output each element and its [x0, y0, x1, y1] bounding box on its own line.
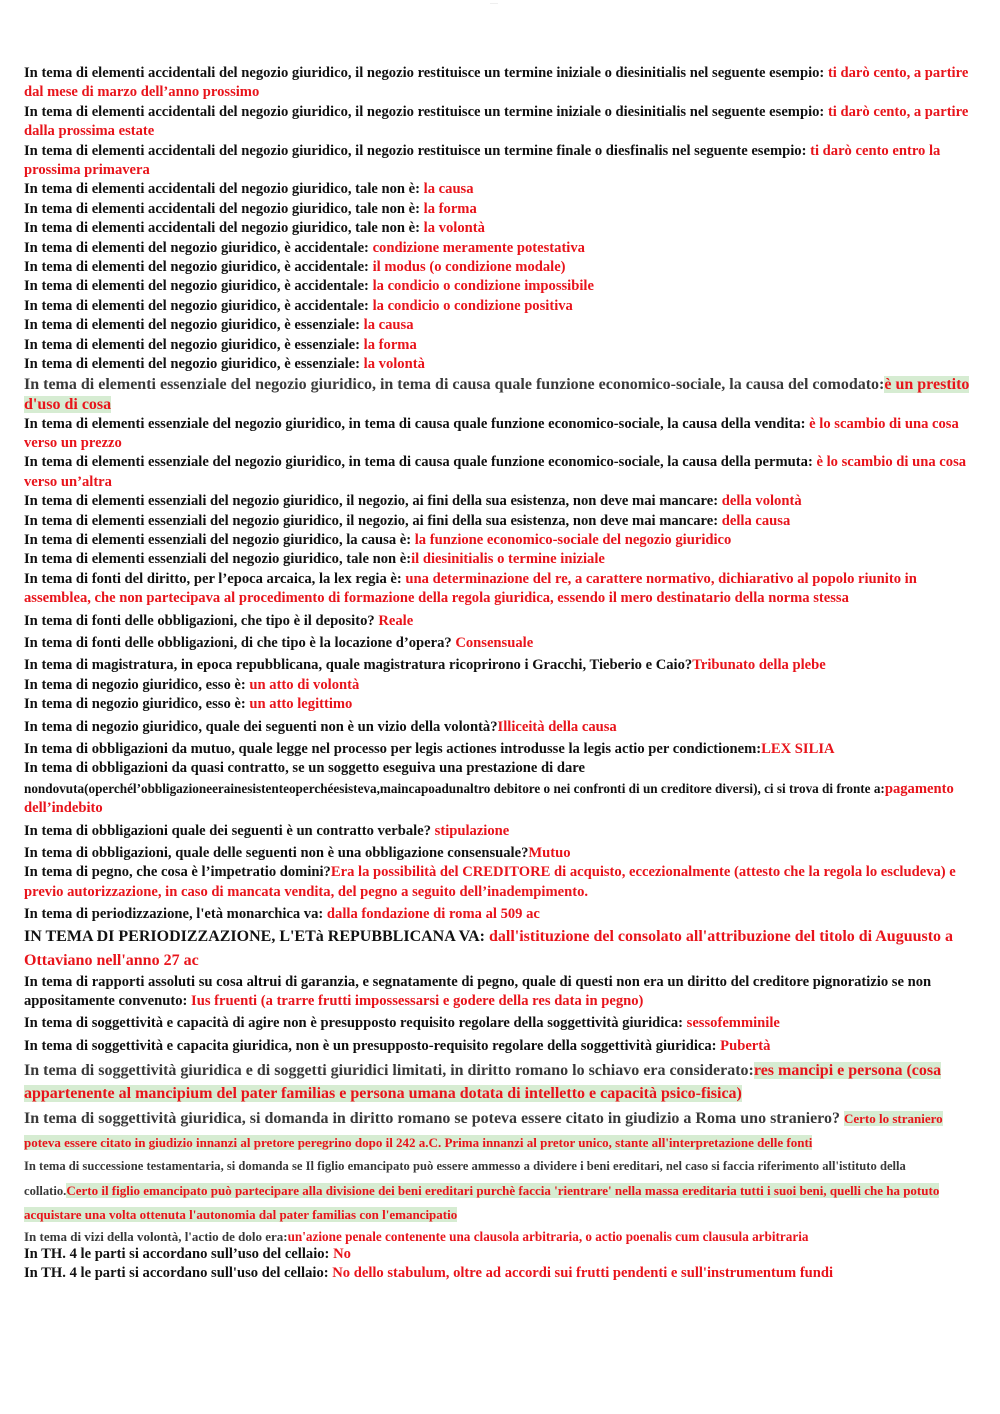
answer: una determinazione del re, a carattere normativo, dichiarativo al popolo riunito in assemblea, che non partecipava al procedimento di formazione della regola giuridica, essendo il mero destinatario della norma stessa	[24, 570, 917, 607]
answer: dalla fondazione di roma al 509 ac	[326, 906, 540, 923]
answer: condizione meramente potestativa	[372, 239, 585, 256]
qa-item: In tema di soggettività e capacità di agire non è presupposto requisito regolare della soggettività giuridica: sessofemminile	[24, 1015, 780, 1032]
answer: la causa	[423, 181, 474, 198]
qa-item: In tema di rapporti assoluti su cosa altrui di garanzia, e segnatamente di pegno, quale di questi non era un diritto del creditore pignoratizio se non appositamente convenuto: Ius fruenti (a trarre frutti impossessarsi e godere della res data in pegno)	[24, 973, 932, 1010]
answer: la causa	[363, 317, 414, 334]
qa-item: In tema di magistratura, in epoca repubblicana, quale magistratura ricoprirono i Gracchi, Tieberio e Caio?Tribunato della plebe	[24, 657, 826, 674]
answer: la condicio o condizione impossibile	[372, 278, 594, 295]
qa-item: In tema di elementi essenziale del negozio giuridico, in tema di causa quale funzione economico-sociale, la causa del comodato:è un prestito d'uso di cosa	[24, 375, 970, 413]
qa-item: In tema di obbligazioni, quale delle seguenti non è una obbligazione consensuale?Mutuo	[24, 845, 571, 862]
answer: la funzione economico-sociale del negozio giuridico	[414, 531, 732, 548]
qa-item: In tema di elementi del negozio giuridico, è essenziale: la volontà	[24, 356, 425, 373]
answer: la condicio o condizione positiva	[372, 297, 573, 314]
answer: Era la possibilità del CREDITORE di acquisto, eccezionalmente (attesto che la regola lo escludeva) e previo autorizzazione, in caso di mancata vendita, del pegno a seguito dell’inadempimento.	[24, 864, 956, 900]
qa-item: In tema di negozio giuridico, quale dei seguenti non è un vizio della volontà?Illiceità della causa	[24, 718, 617, 735]
qa-item: In tema di elementi essenziale del negozio giuridico, in tema di causa quale funzione economico-sociale, la causa della permuta: è lo scambio di una cosa verso un’altra	[24, 454, 967, 490]
qa-item: In tema di fonti delle obbligazioni, che tipo è il deposito? Reale	[24, 612, 414, 629]
qa-item: In tema di elementi del negozio giuridico, è essenziale: la forma	[24, 336, 417, 353]
qa-document	[24, 64, 972, 1284]
qa-item: In tema di elementi accidentali del negozio giuridico, il negozio restituisce un termine finale o diesfinalis nel seguente esempio: ti darò cento entro la prossima primavera	[24, 142, 941, 179]
header-mark: ........	[490, 0, 498, 5]
qa-item: In tema di soggettività e capacita giuridica, non è un presupposto-requisito regolare della soggettività giuridica: Pubertà	[24, 1037, 771, 1054]
qa-item: In tema di soggettività giuridica, si domanda in diritto romano se poteva essere citato in giudizio a Roma uno straniero? Certo lo straniero poteva essere citato in giudizio innanzi al pretore peregrino dopo il 242 a.C. Prima innanzi al pretor unico, stante all'interpretazione delle fonti	[24, 1110, 943, 1151]
answer: ti darò cento, a partire dal mese di marzo dell’anno prossimo	[24, 65, 969, 101]
qa-item: In tema di obbligazioni da mutuo, quale legge nel processo per legis actiones introdusse la legis actio per condictionem:LEX SILIA	[24, 741, 835, 757]
qa-item: In tema di elementi del negozio giuridico, è accidentale: condizione meramente potestativa	[24, 239, 585, 256]
qa-item: In tema di fonti del diritto, per l’epoca arcaica, la lex regia è: una determinazione del re, a carattere normativo, dichiarativo al popolo riunito in assemblea, che non partecipava al procedimento di formazione della regola giuridica, essendo il mero destinatario della norma stessa	[24, 570, 917, 607]
answer: della volontà	[721, 493, 802, 510]
answer: è un prestito d'uso di cosa	[24, 375, 970, 413]
answer: il modus (o condizione modale)	[372, 259, 566, 276]
answer: un atto di volontà	[249, 676, 360, 693]
qa-item: In tema di obbligazioni quale dei seguenti è un contratto verbale? stipulazione	[24, 822, 510, 839]
qa-item: In tema di elementi del negozio giuridico, è accidentale: la condicio o condizione positiva	[24, 297, 573, 314]
answer: è lo scambio di una cosa verso un’altra	[24, 454, 967, 490]
answer: No dello stabulum, oltre ad accordi sui frutti pendenti e sull'instrumentum fundi	[332, 1265, 834, 1282]
answer: Tribunato della plebe	[692, 657, 826, 674]
qa-item: In tema di elementi accidentali del negozio giuridico, tale non è: la forma	[24, 200, 477, 217]
qa-item: In tema di negozio giuridico, esso è: un atto legittimo	[24, 696, 353, 713]
answer: ti darò cento entro la prossima primavera	[24, 142, 941, 179]
answer: stipulazione	[434, 822, 510, 839]
answer: dall'istituzione del consolato all'attribuzione del titolo di Auguusto a Ottaviano nell'anno 27 ac	[24, 927, 954, 969]
qa-item: In tema di elementi accidentali del negozio giuridico, il negozio restituisce un termine iniziale o diesinitialis nel seguente esempio: ti darò cento, a partire dal mese di marzo dell’anno prossimo	[24, 65, 969, 101]
answer: la volontà	[423, 220, 485, 237]
answer: sessofemminile	[686, 1015, 780, 1032]
qa-item: In tema di successione testamentaria, si domanda se Il figlio emancipato può essere ammesso a dividere i beni ereditari, nel caso si faccia riferimento all'istituto della collatio.Certo il figlio emancipato può partecipare alla divisione dei beni ereditari purchè faccia 'rientrare' nella massa ereditaria tutti i suoi beni, quelli che ha potuto acquistare una volta ottenuta l'autonomia dal pater familias con l'emancipatio	[24, 1159, 940, 1223]
qa-item: In tema di obbligazioni da quasi contratto, se un soggetto eseguiva una prestazione di dare nondovuta(operchél’obbligazioneerainesistenteoperchéesisteva,maincapoadunaltro debitore o nei confronti di un creditore diversi), ci si trova di fronte a:pagamento dell’indebito	[24, 760, 954, 817]
answer: la forma	[423, 200, 477, 217]
qa-item: In tema di periodizzazione, l'età monarchica va: dalla fondazione di roma al 509 ac	[24, 906, 540, 923]
answer: un atto legittimo	[249, 696, 353, 713]
qa-item: In tema di elementi accidentali del negozio giuridico, tale non è: la volontà	[24, 220, 485, 237]
qa-item: In tema di elementi essenziali del negozio giuridico, la causa è: la funzione economico-sociale del negozio giuridico	[24, 531, 732, 548]
qa-item: In tema di negozio giuridico, esso è: un atto di volontà	[24, 676, 360, 693]
answer: Certo il figlio emancipato può partecipare alla divisione dei beni ereditari purchè faccia 'rientrare' nella massa ereditaria tutti i suoi beni, quelli che ha potuto acquistare una volta ottenuta l'autonomia dal pater familias con l'emancipatio	[24, 1182, 940, 1223]
answer: Illiceità della causa	[497, 718, 617, 735]
qa-item: In tema di soggettività giuridica e di soggetti giuridici limitati, in diritto romano lo schiavo era considerato:res mancipi e persona (cosa appartenente al mancipium del pater familias e persona umana dotata di intelletto e capacità psico-fisica)	[24, 1062, 942, 1103]
answer: Reale	[378, 612, 414, 629]
answer: Ius fruenti (a trarre frutti impossessarsi e godere della res data in pegno)	[191, 993, 644, 1010]
answer: Mutuo	[528, 845, 571, 862]
qa-item: In tema di pegno, che cosa è l’impetratio domini?Era la possibilità del CREDITORE di acquisto, eccezionalmente (attesto che la regola lo escludeva) e previo autorizzazione, in caso di mancata vendita, del pegno a seguito dell’inadempimento.	[24, 864, 956, 900]
qa-item: In tema di elementi del negozio giuridico, è accidentale: il modus (o condizione modale)	[24, 259, 566, 276]
answer: è lo scambio di una cosa verso un prezzo	[24, 415, 959, 451]
answer: Pubertà	[720, 1037, 771, 1054]
qa-item: In tema di fonti delle obbligazioni, di che tipo è la locazione d’opera? Consensuale	[24, 634, 534, 651]
qa-item: In TH. 4 le parti si accordano sull’uso del cellaio: No	[24, 1245, 351, 1262]
qa-item: In tema di elementi accidentali del negozio giuridico, il negozio restituisce un termine iniziale o diesinitialis nel seguente esempio: ti darò cento, a partire dalla prossima estate	[24, 103, 969, 140]
answer: pagamento dell’indebito	[24, 780, 954, 817]
qa-item: In tema di elementi essenziali del negozio giuridico, il negozio, ai fini della sua esistenza, non deve mai mancare: della volontà	[24, 493, 802, 510]
answer: la forma	[363, 336, 417, 353]
answer: No	[333, 1245, 351, 1262]
qa-item: In tema di elementi del negozio giuridico, è essenziale: la causa	[24, 317, 414, 334]
answer: il diesinitialis o termine iniziale	[411, 551, 605, 568]
answer: un'azione penale contenente una clausola arbitraria, o actio poenalis cum clausula arbitraria	[287, 1228, 809, 1244]
qa-item: In tema di elementi accidentali del negozio giuridico, tale non è: la causa	[24, 181, 474, 198]
qa-item: In tema di vizi della volontà, l'actio de dolo era:un'azione penale contenente una clausola arbitraria, o actio poenalis cum clausula arbitraria	[24, 1228, 809, 1244]
qa-item: In tema di elementi essenziali del negozio giuridico, tale non è:il diesinitialis o termine iniziale	[24, 551, 605, 568]
qa-item: In tema di elementi essenziali del negozio giuridico, il negozio, ai fini della sua esistenza, non deve mai mancare: della causa	[24, 512, 791, 529]
qa-item: In TH. 4 le parti si accordano sull'uso del cellaio: No dello stabulum, oltre ad accordi sui frutti pendenti e sull'instrumentum fundi	[24, 1265, 834, 1282]
answer: Certo lo straniero poteva essere citato in giudizio innanzi al pretore peregrino dopo il 242 a.C. Prima innanzi al pretor unico, stante all'interpretazione delle fonti	[24, 1111, 943, 1151]
qa-item: IN TEMA DI PERIODIZZAZIONE, L'ETà REPUBBLICANA VA: dall'istituzione del consolato all'attribuzione del titolo di Auguusto a Ottaviano nell'anno 27 ac	[24, 927, 954, 969]
answer: res mancipi e persona (cosa appartenente al mancipium del pater familias e persona umana dotata di intelletto e capacità psico-fisica)	[24, 1062, 942, 1103]
answer: Consensuale	[455, 634, 534, 651]
answer: ti darò cento, a partire dalla prossima estate	[24, 103, 969, 140]
answer: LEX SILIA	[761, 741, 835, 757]
qa-item: In tema di elementi del negozio giuridico, è accidentale: la condicio o condizione impossibile	[24, 278, 594, 295]
qa-item: In tema di elementi essenziale del negozio giuridico, in tema di causa quale funzione economico-sociale, la causa della vendita: è lo scambio di una cosa verso un prezzo	[24, 415, 959, 451]
answer: la volontà	[363, 356, 425, 373]
answer: della causa	[721, 512, 791, 529]
